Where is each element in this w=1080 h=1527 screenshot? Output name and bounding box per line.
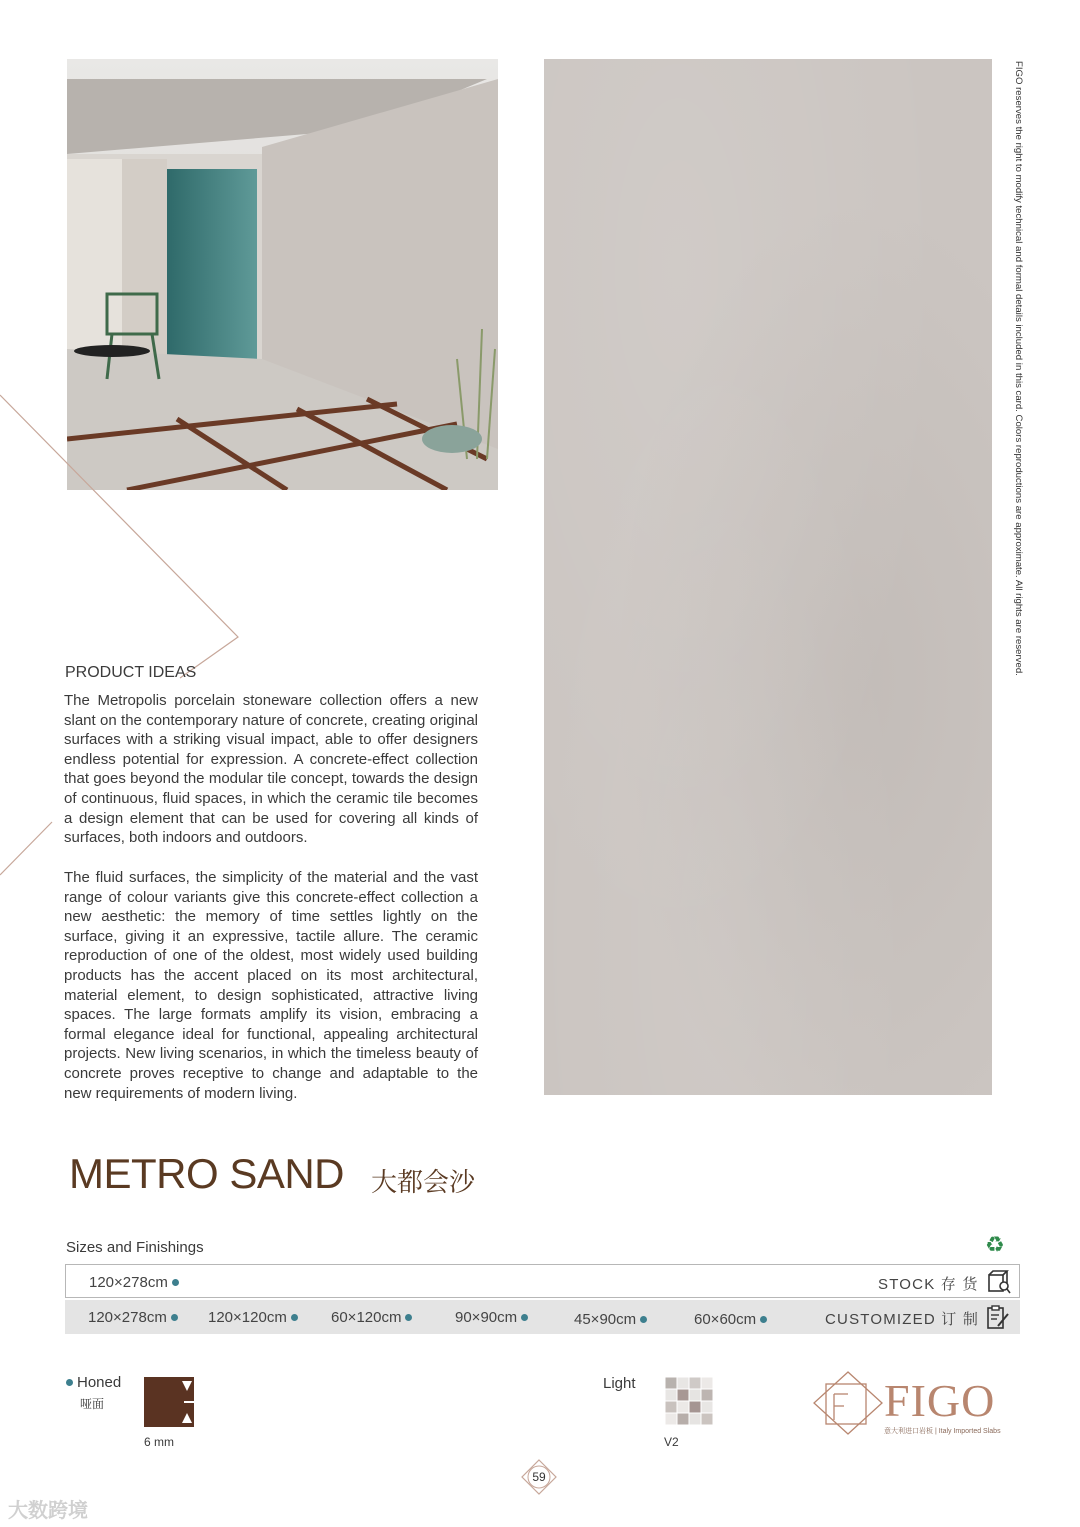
size-item: 60×60cm [694,1311,767,1328]
brand-tagline: 意大利进口岩板 | Italy Imported Slabs [884,1428,1001,1435]
description-paragraph: The Metropolis porcelain stoneware collection offers a new slant on the contemporary nature of concrete, creating original surfaces with a striking visual impact, able to offer designers endless potential for expression. A concrete-effect collection that goes beyond the modular tile concept, towards the design of continuous, fluid spaces, in which the ceramic tile becomes a design element that can be used for covering all kinds of surfaces, both indoors and outdoors. [64,692,478,847]
figo-logo-icon [812,1370,884,1436]
customized-tag: CUSTOMIZED 订 制 [825,1311,980,1328]
rights-disclaimer: FIGO reserves the right to modify technical and formal details included in this card. Colors reproductions are approximate. All rights are reserved. [1013,61,1024,676]
availability-dot [171,1314,178,1321]
product-title: METRO SAND [69,1150,345,1197]
finish-label: Honed [66,1374,121,1391]
finish-label-cn: 哑面 [80,1397,105,1411]
availability-dot [291,1314,298,1321]
stock-tag: STOCK 存 货 [878,1276,979,1293]
variation-code: V2 [664,1435,679,1449]
size-item: 60×120cm [331,1309,412,1326]
thickness-icon [144,1377,194,1427]
stock-row [65,1264,1020,1298]
size-item: 120×120cm [208,1309,298,1326]
recycle-icon: ♻ [985,1232,1005,1257]
customized-row [65,1300,1020,1334]
size-item: 120×278cm [88,1309,178,1326]
thickness-label: 6 mm [144,1435,174,1449]
clipboard-edit-icon [986,1304,1010,1330]
tile-sample [544,59,992,1095]
watermark: 大数跨境 [8,1500,88,1522]
product-title-cn: 大都会沙 [371,1167,476,1197]
stock-box-icon [987,1269,1011,1295]
brand-name: FIGO [884,1375,996,1426]
availability-dot [521,1314,528,1321]
availability-dot [640,1316,647,1323]
page-number-badge [521,1459,557,1495]
variation-grid-icon [665,1377,713,1425]
finish-dot [66,1379,73,1386]
size-item: 90×90cm [455,1309,528,1326]
page-number: 59 [532,1470,546,1484]
availability-dot [760,1316,767,1323]
variation-label: Light [603,1375,636,1392]
availability-dot [172,1279,179,1286]
sizes-heading: Sizes and Finishings [66,1239,204,1256]
size-item: 45×90cm [574,1311,647,1328]
description-paragraph: The fluid surfaces, the simplicity of the material and the vast range of colour variants give this concrete-effect collection a new aesthetic: the memory of time settles lightly on the surface, giving it an expressive, tactile allure. The ceramic reproduction of one of the oldest, most widely used building products has the accent placed on its most architectural, material element, to design sophisticated, attractive living spaces. The large formats amplify its vision, embracing a formal elegance ideal for functional, appealing architectural projects. New living scenarios, in which the timeless beauty of concrete proves receptive to change and adaptable to the new requirements of modern living. [64,869,478,1102]
size-item: 120×278cm [89,1274,179,1291]
availability-dot [405,1314,412,1321]
section-heading: PRODUCT IDEAS [65,664,197,681]
